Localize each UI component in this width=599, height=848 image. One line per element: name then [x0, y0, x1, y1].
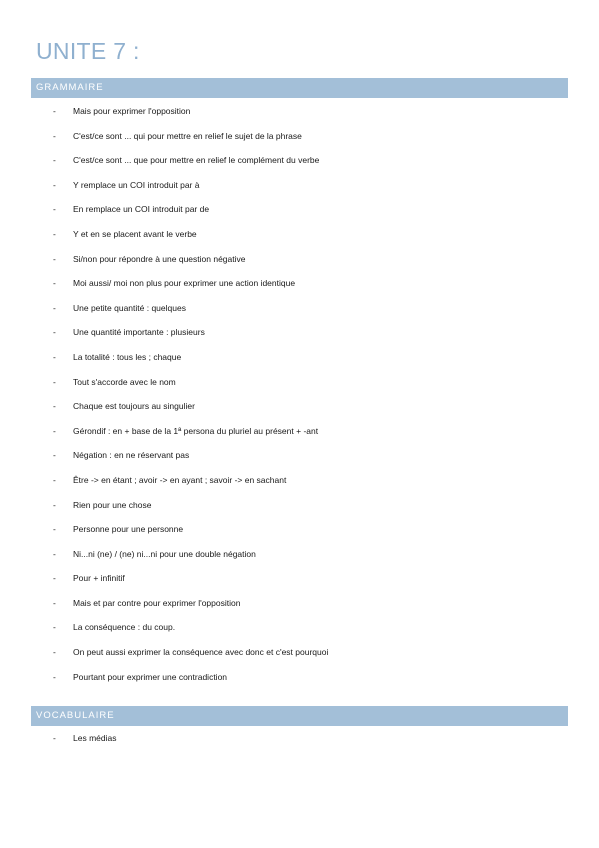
list-item	[0, 301, 599, 326]
bullet-dash: -	[53, 302, 56, 313]
list-item-text: Personne pour une personne	[73, 524, 184, 535]
list-item-text: Mais et par contre pour exprimer l'opposition	[73, 597, 241, 608]
bullet-dash: -	[53, 474, 56, 485]
bullet-dash: -	[53, 228, 56, 239]
list-item-text: En remplace un COI introduit par de	[73, 204, 210, 215]
bullet-dash: -	[53, 278, 56, 289]
list-item	[0, 670, 599, 695]
list-item	[0, 399, 599, 424]
list-item-text: On peut aussi exprimer la conséquence avec donc et c'est pourquoi	[73, 647, 329, 658]
list-item	[0, 129, 599, 154]
list-item	[0, 645, 599, 670]
list-item	[0, 227, 599, 252]
list-item	[0, 276, 599, 301]
list-item	[0, 571, 599, 596]
list-item-text: Ni...ni (ne) / (ne) ni...ni pour une double négation	[73, 548, 256, 559]
list-item	[0, 202, 599, 227]
section-header-grammaire: GRAMMAIRE	[31, 78, 568, 98]
bullet-dash: -	[53, 401, 56, 412]
list-item-text: Y et en se placent avant le verbe	[73, 228, 197, 239]
list-item-text: Être -> en étant ; avoir -> en ayant ; savoir -> en sachant	[73, 474, 287, 485]
list-item-text: C'est/ce sont ... qui pour mettre en relief le sujet de la phrase	[73, 130, 302, 141]
list-item	[0, 325, 599, 350]
vocabulaire-list	[0, 731, 599, 756]
list-item	[0, 522, 599, 547]
list-item-text: La conséquence : du coup.	[73, 622, 176, 633]
list-item-text: Si/non pour répondre à une question négative	[73, 253, 246, 264]
list-item-text: Moi aussi/ moi non plus pour exprimer une action identique	[73, 278, 296, 289]
bullet-dash: -	[53, 106, 56, 116]
list-item-text: Négation : en ne réservant pas	[73, 450, 190, 461]
bullet-dash: -	[53, 499, 56, 510]
bullet-dash: -	[53, 155, 56, 166]
bullet-dash: -	[53, 327, 56, 338]
list-item	[0, 547, 599, 572]
list-item-text: Y remplace un COI introduit par à	[73, 179, 200, 190]
list-item	[0, 731, 599, 756]
list-item	[0, 596, 599, 621]
bullet-dash: -	[53, 647, 56, 658]
bullet-dash: -	[53, 573, 56, 584]
list-item	[0, 350, 599, 375]
list-item-text: C'est/ce sont ... que pour mettre en relief le complément du verbe	[73, 155, 320, 166]
list-item	[0, 375, 599, 400]
list-item-text: Pourtant pour exprimer une contradiction	[73, 671, 228, 682]
bullet-dash: -	[53, 671, 56, 682]
bullet-dash: -	[53, 548, 56, 559]
list-item	[0, 178, 599, 203]
list-item-text: Tout s'accorde avec le nom	[73, 376, 176, 387]
list-item-text: Rien pour une chose	[73, 499, 152, 510]
list-item-text: Une quantité importante : plusieurs	[73, 327, 205, 338]
list-item-text: Pour + infinitif	[73, 573, 125, 584]
bullet-dash: -	[53, 622, 56, 633]
bullet-dash: -	[53, 376, 56, 387]
list-item-text: Une petite quantité : quelques	[73, 302, 186, 313]
bullet-dash: -	[53, 597, 56, 608]
list-item-text: Chaque est toujours au singulier	[73, 401, 195, 412]
list-item-text: Mais pour exprimer l'opposition	[73, 106, 191, 116]
list-item	[0, 424, 599, 449]
page-title: UNITE 7 :	[36, 38, 140, 64]
list-item	[0, 104, 599, 129]
bullet-dash: -	[53, 351, 56, 362]
list-item	[0, 153, 599, 178]
bullet-dash: -	[53, 524, 56, 535]
grammaire-list	[0, 104, 599, 694]
list-item-text: Gérondif : en + base de la 1ª persona du pluriel au présent + -ant	[73, 425, 319, 436]
bullet-dash: -	[53, 179, 56, 190]
bullet-dash: -	[53, 733, 56, 743]
section-header-vocabulaire: VOCABULAIRE	[31, 706, 568, 726]
bullet-dash: -	[53, 253, 56, 264]
list-item	[0, 252, 599, 277]
bullet-dash: -	[53, 130, 56, 141]
bullet-dash: -	[53, 204, 56, 215]
list-item-text: La totalité : tous les ; chaque	[73, 351, 182, 362]
bullet-dash: -	[53, 450, 56, 461]
list-item	[0, 448, 599, 473]
list-item	[0, 498, 599, 523]
list-item	[0, 620, 599, 645]
list-item	[0, 473, 599, 498]
list-item-text: Les médias	[73, 733, 117, 743]
bullet-dash: -	[53, 425, 56, 436]
